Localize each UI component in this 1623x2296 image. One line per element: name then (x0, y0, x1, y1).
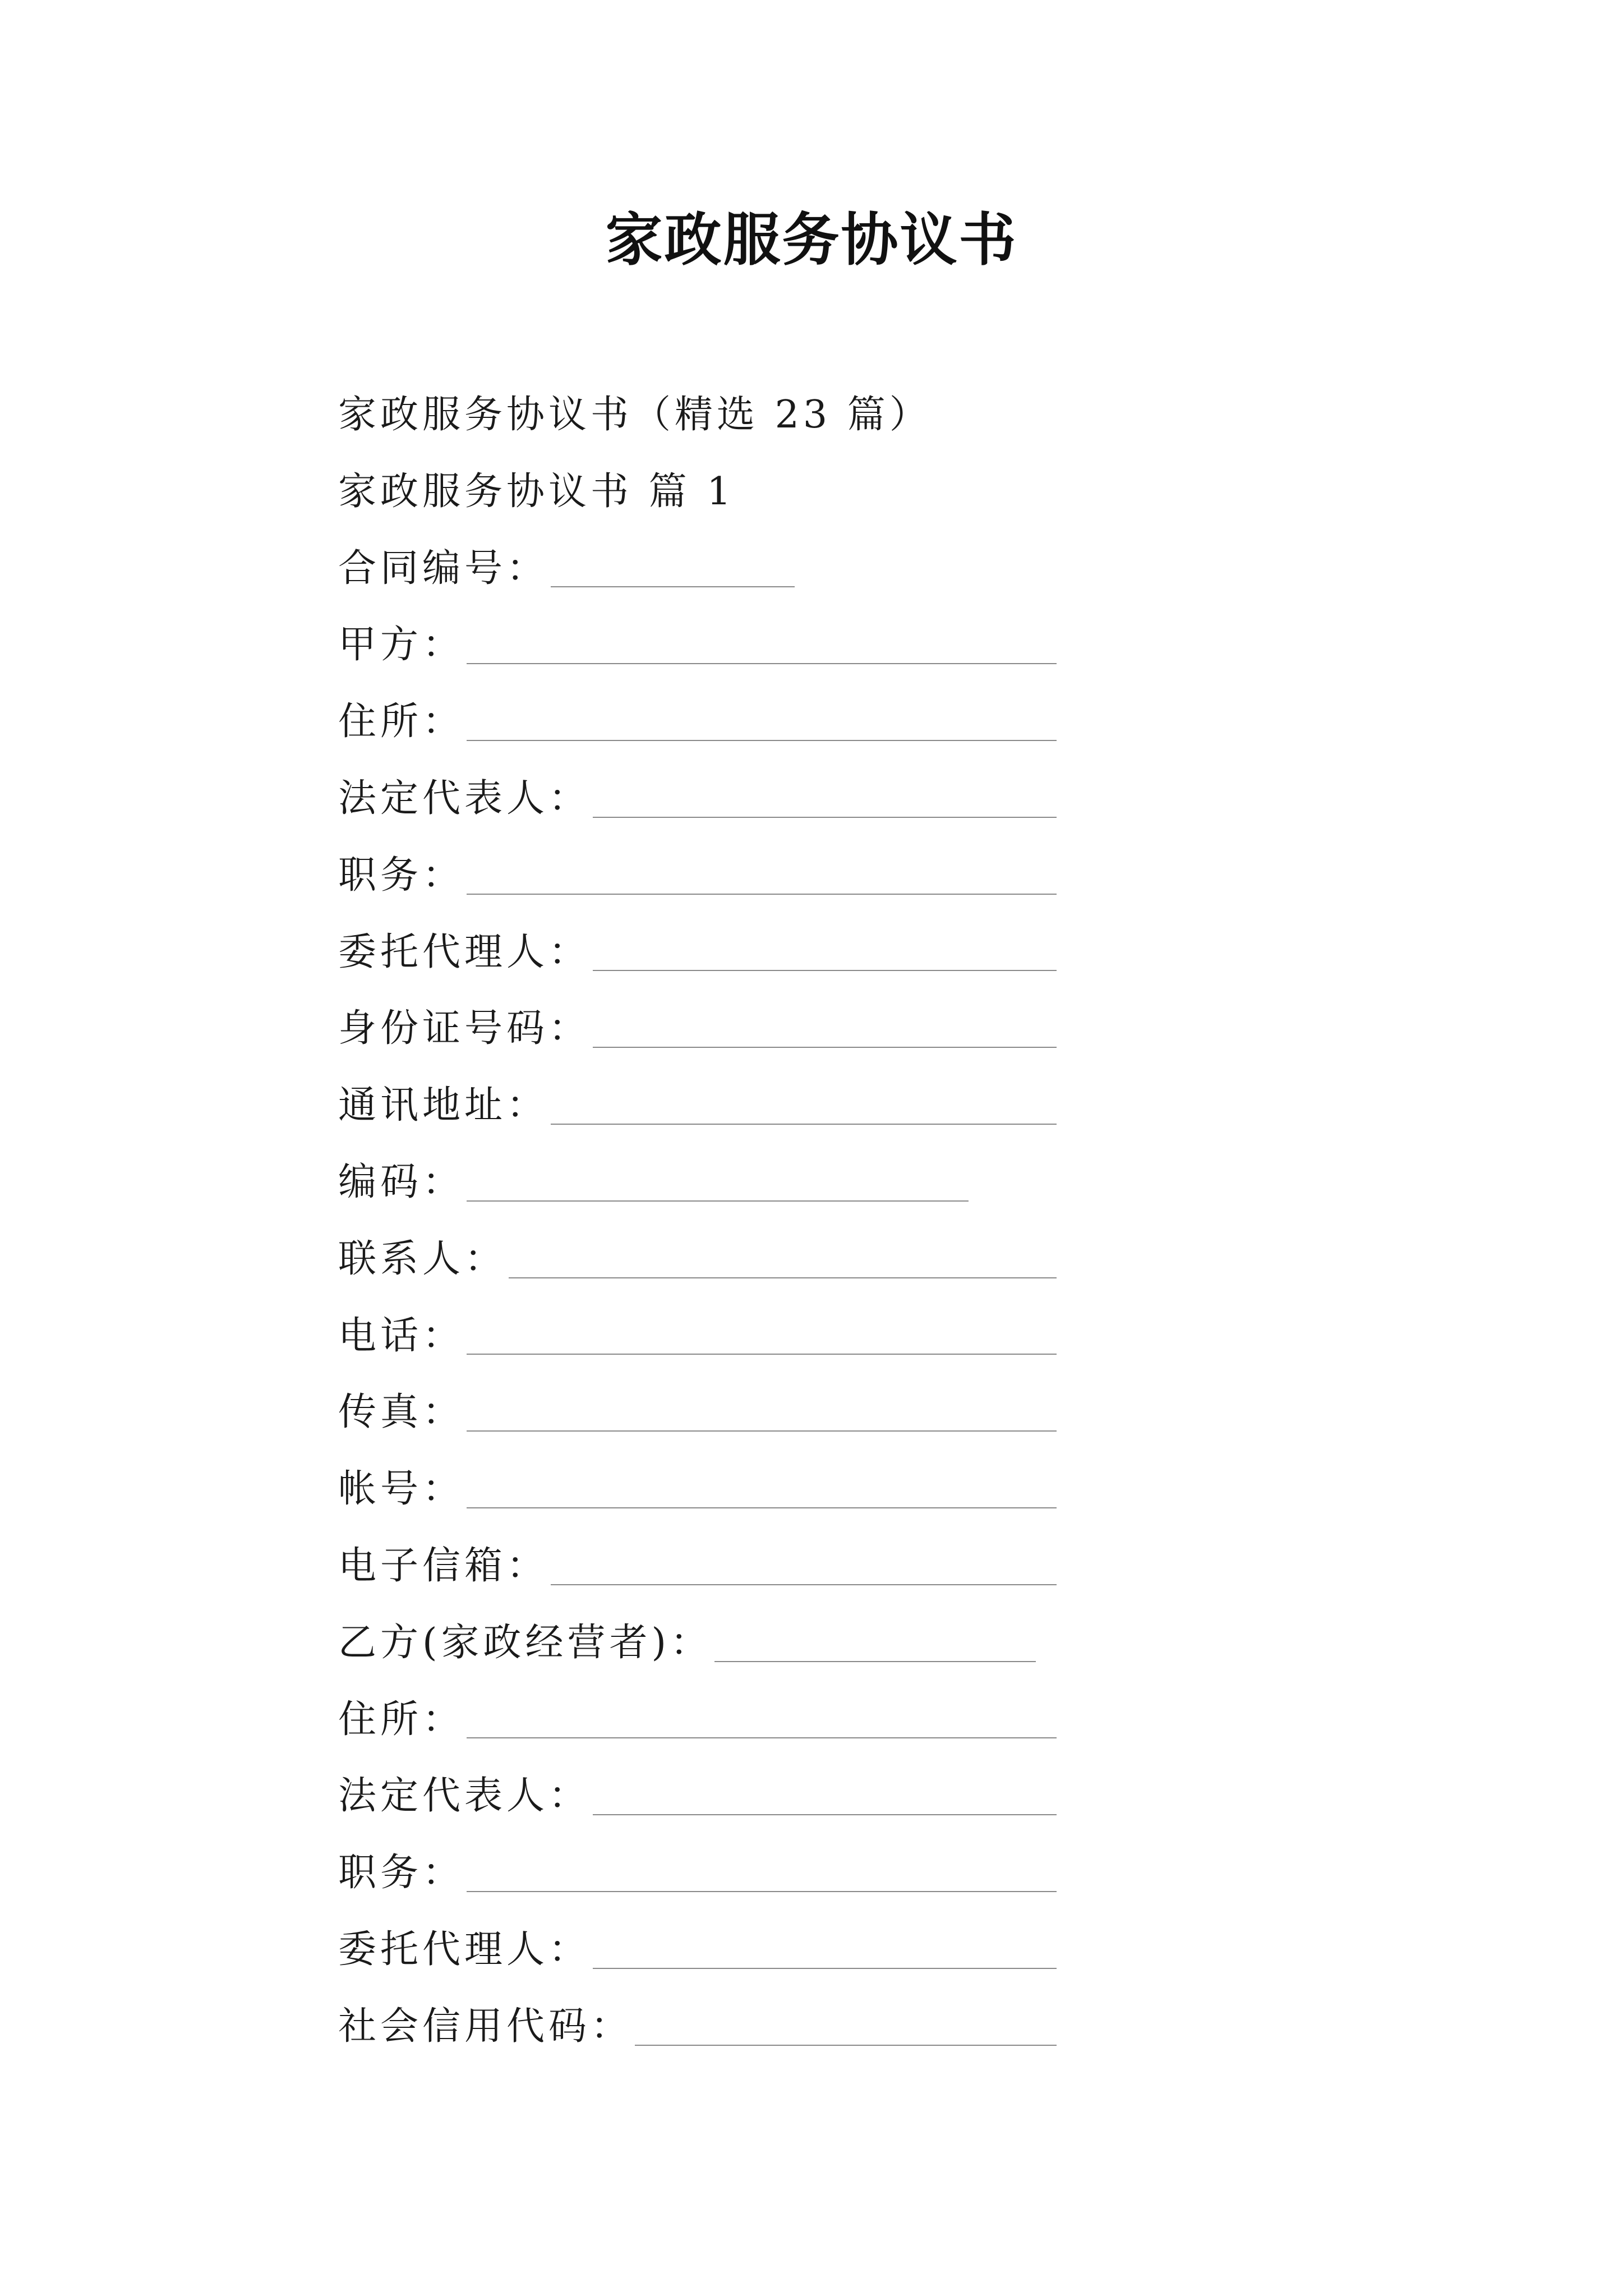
party-b-label: 乙方(家政经营者)： (338, 1620, 713, 1665)
party-b-blank (714, 1605, 1036, 1662)
party-a-mailing-address-blank (551, 1068, 1057, 1125)
document-title: 家政服务协议书 (605, 206, 1018, 274)
field-row-party-a-fax (338, 1374, 1057, 1451)
field-row-party-a-address (338, 684, 1057, 761)
party-a-agent-label: 委托代理人： (338, 930, 591, 974)
field-row-party-b-credit-code (338, 1989, 1057, 2065)
party-b-address-label: 住所： (338, 1697, 465, 1742)
party-a-phone-label: 电话： (338, 1313, 465, 1358)
party-b-agent-blank (593, 1912, 1057, 1969)
party-b-position-blank (467, 1835, 1057, 1892)
party-a-account-blank (467, 1451, 1057, 1508)
field-row-party-a-account (338, 1451, 1057, 1528)
party-a-fax-blank (467, 1374, 1057, 1432)
party-a-fax-label: 传真： (338, 1390, 465, 1435)
field-row-party-b-position (338, 1835, 1057, 1912)
field-row-party-a (338, 607, 1057, 684)
document-subheading-row (338, 454, 1067, 531)
party-b-address-blank (467, 1682, 1057, 1739)
party-b-legal-representative-blank (593, 1758, 1057, 1815)
document-body (338, 377, 1067, 2065)
contract-number-label: 合同编号： (338, 546, 549, 591)
party-b-agent-label: 委托代理人： (338, 1927, 591, 1972)
party-a-id-number-label: 身份证号码： (338, 1006, 591, 1051)
party-a-id-number-blank (593, 991, 1057, 1048)
party-a-position-label: 职务： (338, 853, 465, 898)
party-a-legal-representative-label: 法定代表人： (338, 776, 591, 821)
party-a-position-blank (467, 838, 1057, 895)
contract-number-blank (551, 531, 795, 588)
party-a-postal-code-label: 编码： (338, 1159, 465, 1204)
party-a-agent-blank (593, 914, 1057, 972)
field-row-party-a-mailing-address (338, 1068, 1057, 1144)
party-a-account-label: 帐号： (338, 1467, 465, 1512)
document-subheading: 家政服务协议书 篇 1 (338, 469, 735, 514)
party-b-credit-code-blank (635, 1989, 1057, 2046)
field-row-contract-number (338, 531, 795, 608)
party-a-blank (467, 607, 1057, 664)
party-a-email-blank (551, 1528, 1057, 1585)
field-row-party-b-agent (338, 1912, 1057, 1989)
field-row-party-a-legal-representative (338, 761, 1057, 838)
party-a-contact-blank (509, 1221, 1057, 1278)
field-row-party-b-legal-representative (338, 1758, 1057, 1835)
field-row-party-a-email (338, 1528, 1057, 1605)
party-a-mailing-address-label: 通讯地址： (338, 1083, 549, 1128)
field-row-party-a-agent (338, 914, 1057, 991)
party-a-legal-representative-blank (593, 761, 1057, 818)
party-a-address-blank (467, 684, 1057, 741)
field-row-party-a-position (338, 838, 1057, 914)
document-heading-row (338, 377, 1067, 454)
party-a-contact-label: 联系人： (338, 1236, 507, 1281)
party-a-label: 甲方： (338, 623, 465, 668)
party-a-email-label: 电子信箱： (338, 1543, 549, 1588)
party-b-position-label: 职务： (338, 1851, 465, 1895)
field-row-party-a-id-number (338, 991, 1057, 1068)
document-heading: 家政服务协议书（精选 23 篇） (338, 393, 932, 437)
field-row-party-a-contact (338, 1221, 1057, 1298)
party-a-phone-blank (467, 1298, 1057, 1355)
party-a-postal-code-blank (467, 1144, 969, 1202)
field-row-party-a-postal-code (338, 1144, 969, 1221)
field-row-party-b (338, 1605, 1036, 1682)
field-row-party-a-phone (338, 1298, 1057, 1375)
party-b-legal-representative-label: 法定代表人： (338, 1774, 591, 1819)
party-b-credit-code-label: 社会信用代码： (338, 2004, 633, 2049)
party-a-address-label: 住所： (338, 700, 465, 744)
field-row-party-b-address (338, 1682, 1057, 1759)
